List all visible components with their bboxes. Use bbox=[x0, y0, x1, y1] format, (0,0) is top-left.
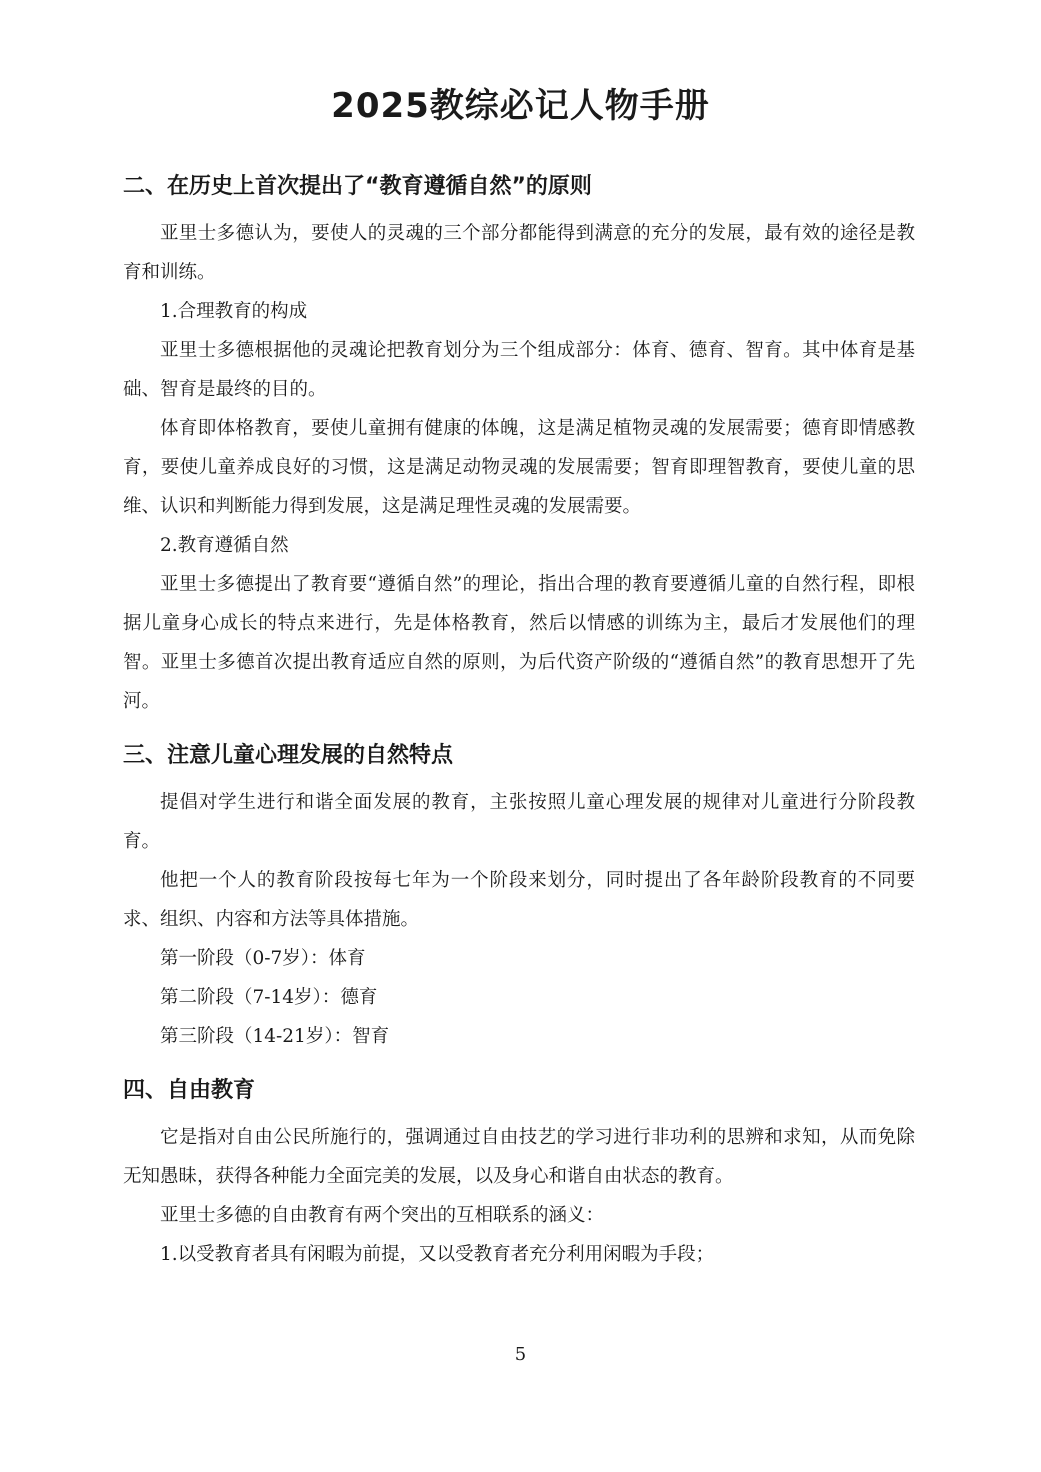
section-body bbox=[123, 214, 915, 721]
paragraph: 亚里士多德的自由教育有两个突出的互相联系的涵义： bbox=[160, 1205, 605, 1226]
paragraph: 体育即体格教育，要使儿童拥有健康的体魄，这是满足植物灵魂的发展需要；德育即情感教育，要使儿童养成良好的习惯，这是满足动物灵魂的发展需要；智育即理智教育，要使儿童的思维、认识和判断能力得到发展，这是满足理性灵魂的发展需要。 bbox=[123, 418, 915, 517]
page-number: 5 bbox=[514, 1344, 527, 1365]
paragraph: 亚里士多德提出了教育要“遵循自然”的理论，指出合理的教育要遵循儿童的自然行程，即根据儿童身心成长的特点来进行，先是体格教育，然后以情感的训练为主，最后才发展他们的理智。亚里士多德首次提出教育适应自然的原则，为后代资产阶级的“遵循自然”的教育思想开了先河。 bbox=[123, 574, 915, 712]
section-heading: 四、自由教育 bbox=[123, 1078, 256, 1103]
page-content bbox=[123, 170, 915, 1274]
stage-item: 第一阶段（0-7岁）：体育 bbox=[160, 948, 366, 969]
document-title: 2025教综必记人物手册 bbox=[331, 86, 710, 126]
paragraph: 亚里士多德认为，要使人的灵魂的三个部分都能得到满意的充分的发展，最有效的途径是教育和训练。 bbox=[123, 223, 915, 283]
paragraph: 他把一个人的教育阶段按每七年为一个阶段来划分，同时提出了各年龄阶段教育的不同要求、组织、内容和方法等具体措施。 bbox=[123, 870, 915, 930]
section-heading: 二、在历史上首次提出了“教育遵循自然”的原则 bbox=[123, 174, 592, 199]
section-body bbox=[123, 783, 915, 1056]
subheading: 1.合理教育的构成 bbox=[160, 301, 308, 322]
section-heading: 三、注意儿童心理发展的自然特点 bbox=[123, 743, 454, 768]
list-item: 1.以受教育者具有闲暇为前提，又以受教育者充分利用闲暇为手段； bbox=[160, 1244, 715, 1265]
section-body bbox=[123, 1118, 915, 1274]
subheading: 2.教育遵循自然 bbox=[160, 535, 289, 556]
paragraph: 亚里士多德根据他的灵魂论把教育划分为三个组成部分：体育、德育、智育。其中体育是基础、智育是最终的目的。 bbox=[123, 340, 915, 400]
paragraph: 它是指对自由公民所施行的，强调通过自由技艺的学习进行非功利的思辨和求知，从而免除无知愚昧，获得各种能力全面完美的发展，以及身心和谐自由状态的教育。 bbox=[123, 1127, 915, 1187]
stage-item: 第二阶段（7-14岁）：德育 bbox=[160, 987, 378, 1008]
stage-item: 第三阶段（14-21岁）：智育 bbox=[160, 1026, 390, 1047]
paragraph: 提倡对学生进行和谐全面发展的教育，主张按照儿童心理发展的规律对儿童进行分阶段教育。 bbox=[123, 792, 915, 852]
